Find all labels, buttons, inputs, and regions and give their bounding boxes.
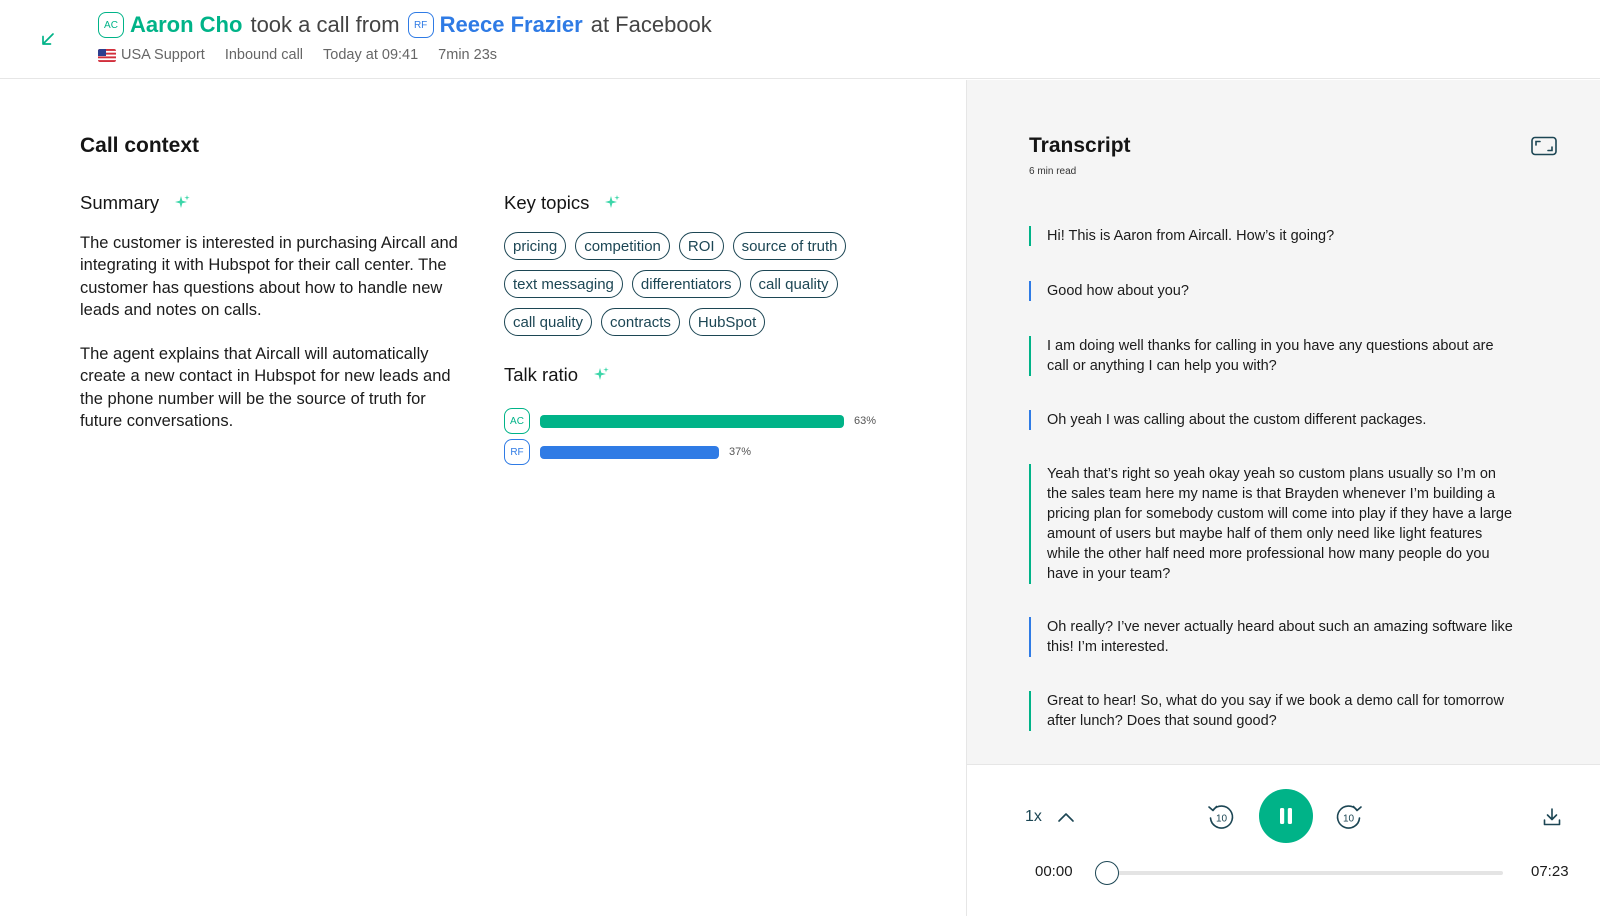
message-text: Oh really? I’ve never actually heard about such an amazing software like this! I’m interested. <box>1047 619 1513 655</box>
topic-chip[interactable]: competition <box>575 232 670 260</box>
caller-avatar: RF <box>408 12 434 38</box>
speaker-indicator <box>1029 226 1031 246</box>
call-type: Inbound call <box>224 47 304 63</box>
progress-handle[interactable] <box>1095 861 1119 885</box>
agent-name-link[interactable]: Aaron Cho <box>130 12 243 37</box>
message-text: Yeah that’s right so yeah okay yeah so custom plans usually so I’m on the sales team here my name is that Brayden whenever I’m building a pricing plan for somebody custom will come into play if they have a large amount of users but maybe half of them only need like light features while the other half need more professional how many people do you have in your team? <box>1047 466 1513 582</box>
call-duration: 7min 23s <box>438 47 498 63</box>
speaker-indicator <box>1029 281 1031 301</box>
skip-back-10-icon[interactable] <box>1205 801 1237 833</box>
topic-chip[interactable]: contracts <box>601 308 680 336</box>
collapse-arrow-icon[interactable] <box>38 30 58 50</box>
summary-title: Summary <box>80 192 160 213</box>
talk-ratio-agent-row <box>504 408 876 434</box>
transcript-message <box>1029 226 1519 246</box>
agent-avatar: AC <box>98 12 124 38</box>
topic-chip[interactable]: ROI <box>679 232 724 260</box>
topic-chip[interactable]: call quality <box>504 308 592 336</box>
message-text: Oh yeah I was calling about the custom different packages. <box>1047 412 1427 428</box>
skip-forward-10-icon[interactable] <box>1333 801 1365 833</box>
audio-player <box>967 764 1600 916</box>
call-meta <box>98 47 517 63</box>
talk-ratio-caller-row <box>504 439 751 465</box>
team-name: USA Support <box>121 47 205 63</box>
topic-chip[interactable]: pricing <box>504 232 566 260</box>
agent-ratio-avatar: AC <box>504 408 530 434</box>
key-topics-title: Key topics <box>504 192 590 213</box>
agent-ratio-track <box>540 415 844 428</box>
skip-forward-label: 10 <box>1342 813 1355 825</box>
summary-paragraph: The agent explains that Aircall will automatically create a new contact in Hubspot for new leads and the phone number will be the source of truth for future conversations. <box>80 345 451 431</box>
transcript-panel <box>966 80 1600 916</box>
ai-sparkle-icon <box>173 194 191 212</box>
pause-icon <box>1276 806 1296 826</box>
transcript-read-time: 6 min read <box>1029 166 1077 177</box>
transcript-message <box>1029 281 1519 301</box>
team-meta <box>98 47 205 63</box>
message-text: Great to hear! So, what do you say if we book a demo call for tomorrow after lunch? Does that sound good? <box>1047 693 1504 729</box>
message-text: Good how about you? <box>1047 283 1189 299</box>
ai-sparkle-icon <box>603 194 621 212</box>
caller-name-link[interactable]: Reece Frazier <box>439 12 583 37</box>
call-time: Today at 09:41 <box>323 47 419 63</box>
key-topics-list <box>504 232 894 336</box>
caller-ratio-track <box>540 446 719 459</box>
transcript-title: Transcript <box>1029 134 1131 157</box>
pause-button[interactable] <box>1259 789 1313 843</box>
talk-ratio-title: Talk ratio <box>504 364 579 385</box>
key-topics-heading <box>504 192 621 214</box>
total-time: 07:23 <box>1531 863 1569 880</box>
transcript-message <box>1029 617 1519 657</box>
transcript-message <box>1029 691 1519 731</box>
playback-speed[interactable]: 1x <box>1025 808 1042 825</box>
talk-ratio-heading <box>504 364 610 386</box>
call-context-title: Call context <box>80 134 200 157</box>
expand-icon[interactable] <box>1531 136 1557 156</box>
speaker-indicator <box>1029 691 1031 731</box>
transcript-message <box>1029 336 1519 376</box>
message-text: Hi! This is Aaron from Aircall. How’s it going? <box>1047 228 1335 244</box>
topic-chip[interactable]: text messaging <box>504 270 623 298</box>
progress-track[interactable] <box>1115 871 1503 875</box>
usa-flag-icon <box>98 49 116 62</box>
call-context-panel <box>0 80 966 916</box>
speaker-indicator <box>1029 336 1031 376</box>
summary-heading <box>80 192 191 214</box>
speaker-indicator <box>1029 617 1031 657</box>
message-text: I am doing well thanks for calling in you have any questions about are call or anything I can help you with? <box>1047 338 1494 374</box>
speaker-indicator <box>1029 410 1031 430</box>
transcript-message <box>1029 410 1519 430</box>
call-action-text: took a call from <box>250 12 400 37</box>
call-title <box>98 12 712 38</box>
topic-chip[interactable]: HubSpot <box>689 308 765 336</box>
download-icon[interactable] <box>1541 806 1563 828</box>
agent-ratio-percent: 63% <box>854 415 877 427</box>
agent-ratio-bar <box>540 415 844 428</box>
skip-back-label: 10 <box>1215 813 1228 825</box>
transcript-message <box>1029 464 1519 584</box>
summary-text <box>80 232 460 454</box>
topic-chip[interactable]: differentiators <box>632 270 741 298</box>
topic-chip[interactable]: source of truth <box>733 232 847 260</box>
current-time: 00:00 <box>1035 863 1073 880</box>
ai-sparkle-icon <box>592 366 610 384</box>
call-header <box>0 0 1600 79</box>
caller-ratio-percent: 37% <box>729 446 752 458</box>
chevron-up-icon[interactable] <box>1055 807 1077 829</box>
company-text: at Facebook <box>590 12 712 37</box>
caller-ratio-bar <box>540 446 719 459</box>
summary-paragraph: The customer is interested in purchasing Aircall and integrating it with Hubspot for their call center. The customer has questions about how to handle new leads and notes on calls. <box>80 234 458 319</box>
speaker-indicator <box>1029 464 1031 584</box>
caller-ratio-avatar: RF <box>504 439 530 465</box>
topic-chip[interactable]: call quality <box>750 270 838 298</box>
